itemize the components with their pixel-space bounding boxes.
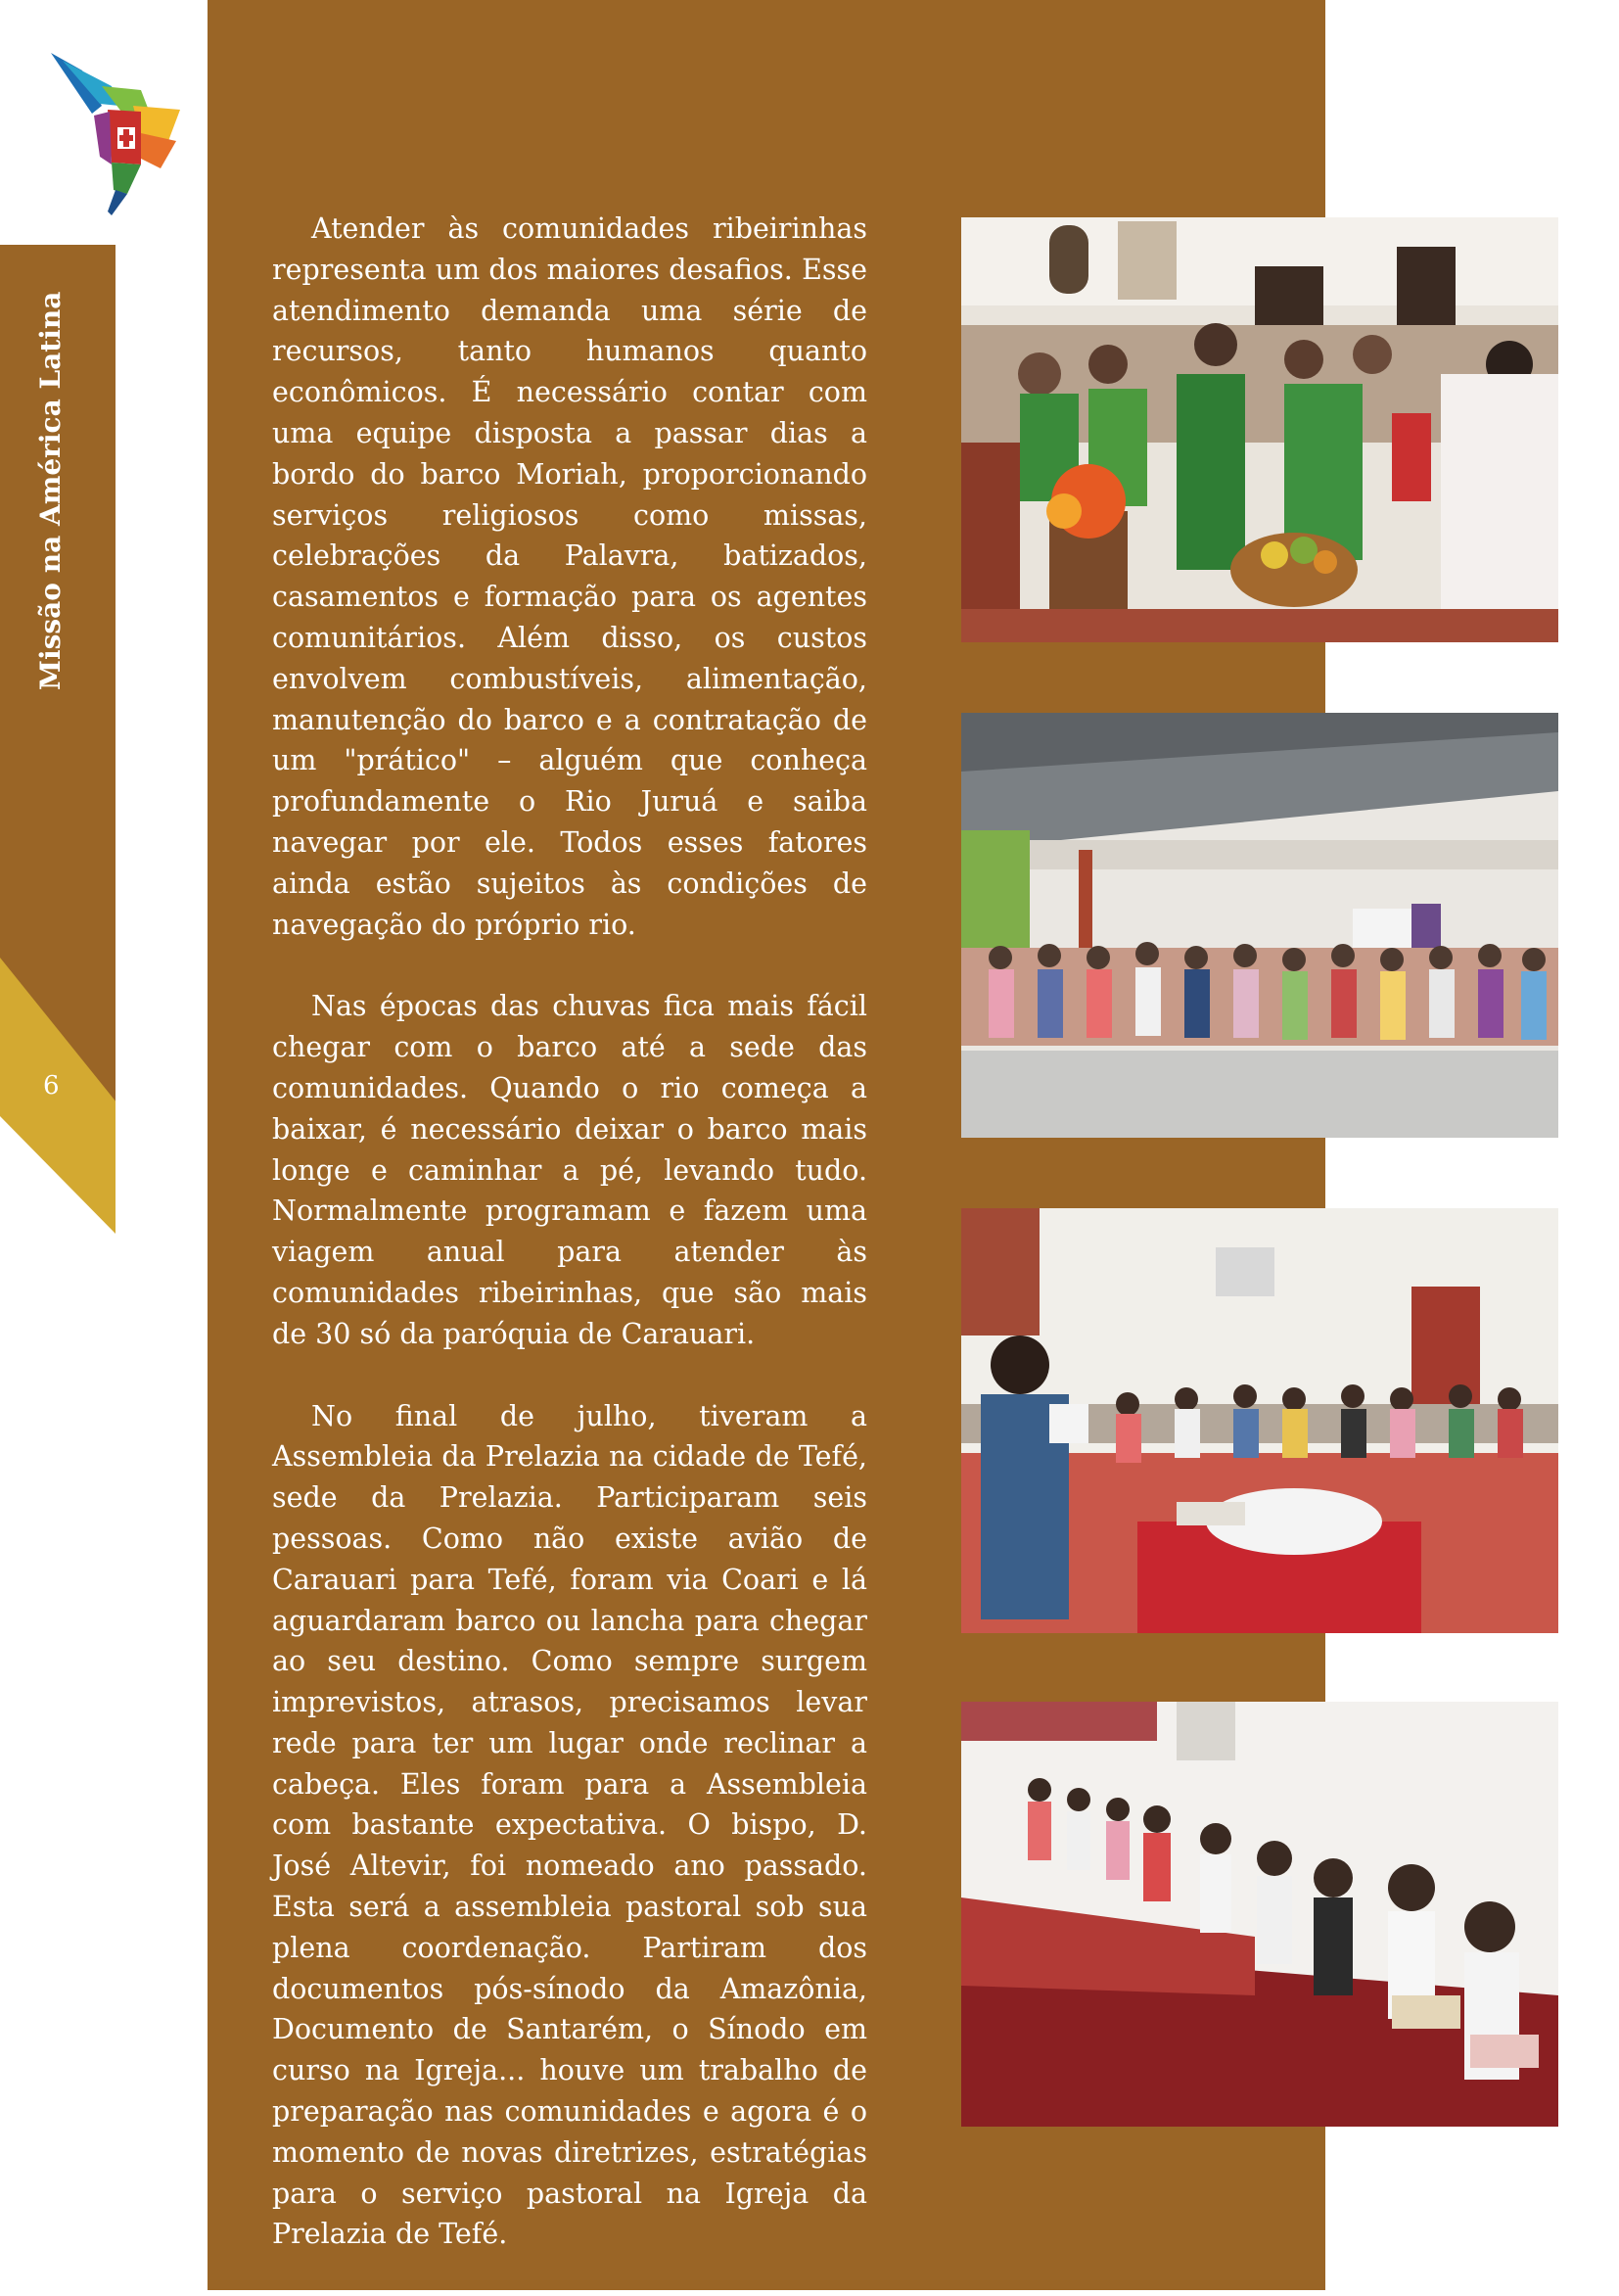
children-seated-reading-photo — [961, 1702, 1558, 2127]
page-number: 6 — [43, 1071, 60, 1101]
sidebar-title: Missão na América Latina — [34, 291, 67, 690]
article-body — [272, 209, 867, 2296]
community-group-hall-photo — [961, 713, 1558, 1138]
article-paragraph-3: No final de julho, tiveram a Assembleia da Prelazia na cidade de Tefé, sede da Prelazia. Participaram seis pessoas. Como não existe avião de Carauari para Tefé, foram via Coari e lá aguardaram barco ou lancha para chegar ao seu destino. Como sempre surgem imprevistos, atrasos, precisamos levar rede para ter um lugar onde reclinar a cabeça. Eles foram para a Assembleia com bastante expectativa. O bispo, D. José Altevir, foi nomeado ano passado. Esta será a assembleia pastoral sob sua plena coordenação. Partiram dos documentos pós-sínodo da Amazônia, Documento de Santarém, o Sínodo em curso na Igreja... houve um trabalho de preparação nas comunidades e agora é o momento de novas diretrizes, estratégias para o serviço pastoral na Igreja da Prelazia de Tefé. — [272, 1399, 867, 2251]
church-offering-procession-photo — [961, 217, 1558, 642]
article-paragraph-2: Nas épocas das chuvas fica mais fácil chegar com o barco até a sede das comunidades. Quando o rio começa a baixar, é necessário deixar o barco mais longe e caminhar a pé, levando tudo. Normalmente programam e fazem uma viagem anual para atender às comunidades ribeirinhas, que são mais de 30 só da paróquia de Carauari. — [272, 990, 867, 1350]
article-paragraph-1: Atender às comunidades ribeirinhas representa um dos maiores desafios. Esse atendimento demanda uma série de recursos, tanto humanos quanto econômicos. É necessário contar com uma equipe disposta a passar dias a bordo do barco Moriah, proporcionando serviços religiosos como missas, celebrações da Palavra, batizados, casamentos e formação para os agentes comunitários. Além disso, os custos envolvem combustíveis, alimentação, manutenção do barco e a contratação de um "prático" – alguém que conheça profundamente o Rio Juruá e saiba navegar por ele. Todos esses fatores ainda estão sujeitos às condições de navegação do próprio rio. — [272, 212, 867, 941]
logo — [43, 47, 190, 218]
latin-america-map-cross-logo — [43, 47, 190, 218]
classroom-reading-photo — [961, 1208, 1558, 1633]
